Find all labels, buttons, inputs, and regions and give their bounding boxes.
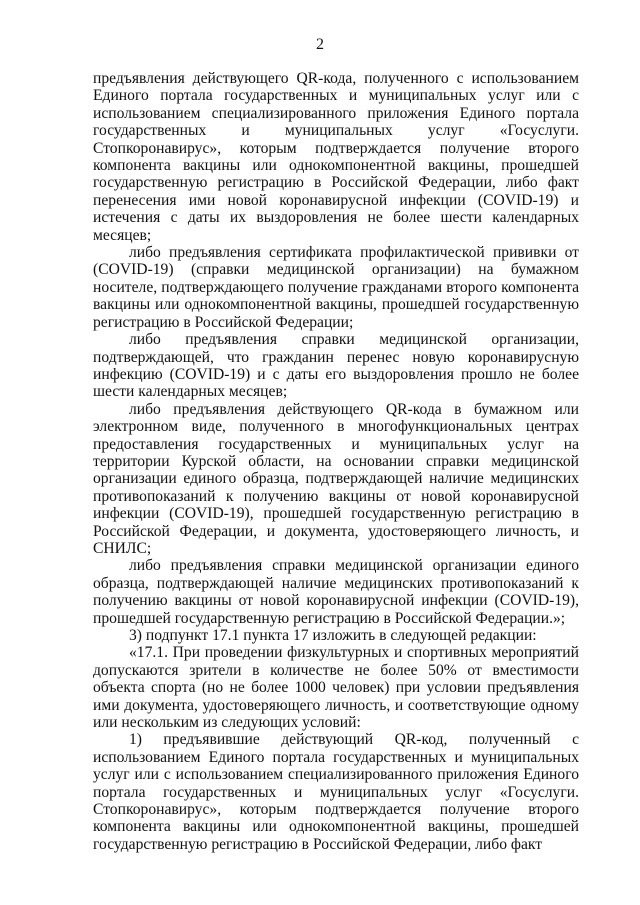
paragraph-recovery-certificate: либо предъявления справки медицинской организации, подтверждающей, что гражданин перенес новую коронавирусную инфекцию (COVID-19) и с даты его выздоровления прошло не более шести календарных месяцев;: [93, 331, 579, 401]
paragraph-amendment-3: 3) подпункт 17.1 пункта 17 изложить в следующей редакции:: [129, 627, 537, 644]
document-body: [93, 70, 579, 853]
paragraph-vaccination-certificate: либо предъявления сертификата профилактической прививки от (COVID-19) (справки медицинской организации) на бумажном носителе, подтверждающего получение гражданами второго компонента вакцины или однокомпонентной вакцины, прошедшей государственную регистрацию в Российской Федерации;: [93, 244, 579, 331]
paragraph-contraindication-certificate: либо предъявления справки медицинской организации единого образца, подтверждающей наличие медицинских противопоказаний к получению вакцины от новой коронавирусной инфекции (COVID-19), прошедшей государственную регистрацию в Российской Федерации.»;: [93, 557, 579, 627]
paragraph-clause-17-1: «17.1. При проведении физкультурных и спортивных мероприятий допускаются зрители в количестве не более 50% от вместимости объекта спорта (но не более 1000 человек) при условии предъявления ими документа, удостоверяющего личность, и соответствующие одному или нескольким из следующих условий:: [93, 644, 579, 732]
paragraph-condition-1: 1) предъявившие действующий QR-код, полученный с использованием Единого портала государственных и муниципальных услуг или с использованием специализированного приложения Единого портала государственных и муниципальных услуг «Госуслуги. Стопкоронавирус», которым подтверждается получение второго компонента вакцины или однокомпонентной вакцины, прошедшей государственную регистрацию в Российской Федерации, либо факт: [93, 731, 579, 853]
paragraph-mfc-qr-code: либо предъявления действующего QR-кода в бумажном или электронном виде, полученного в многофункциональных центрах предоставления государственных и муниципальных услуг на территории Курской области, на основании справки медицинской организации единого образца, подтверждающей наличие медицинских противопоказаний к получению вакцины от новой коронавирусной инфекции (COVID-19), прошедшей государственную регистрацию в Российской Федерации, и документа, удостоверяющего личность, и СНИЛС;: [93, 400, 579, 557]
paragraph-qr-code-continuation: предъявления действующего QR-кода, полученного с использованием Единого портала государственных и муниципальных услуг или с использованием специализированного приложения Единого портала государственных и муниципальных услуг «Госуслуги. Стопкоронавирус», которым подтверждается получение второго компонента вакцины или однокомпонентной вакцины, прошедшей государственную регистрацию в Российской Федерации, либо факт перенесения ими новой коронавирусной инфекции (COVID-19) и истечения с даты их выздоровления не более шести календарных месяцев;: [93, 70, 579, 244]
page-number: 2: [316, 36, 324, 53]
